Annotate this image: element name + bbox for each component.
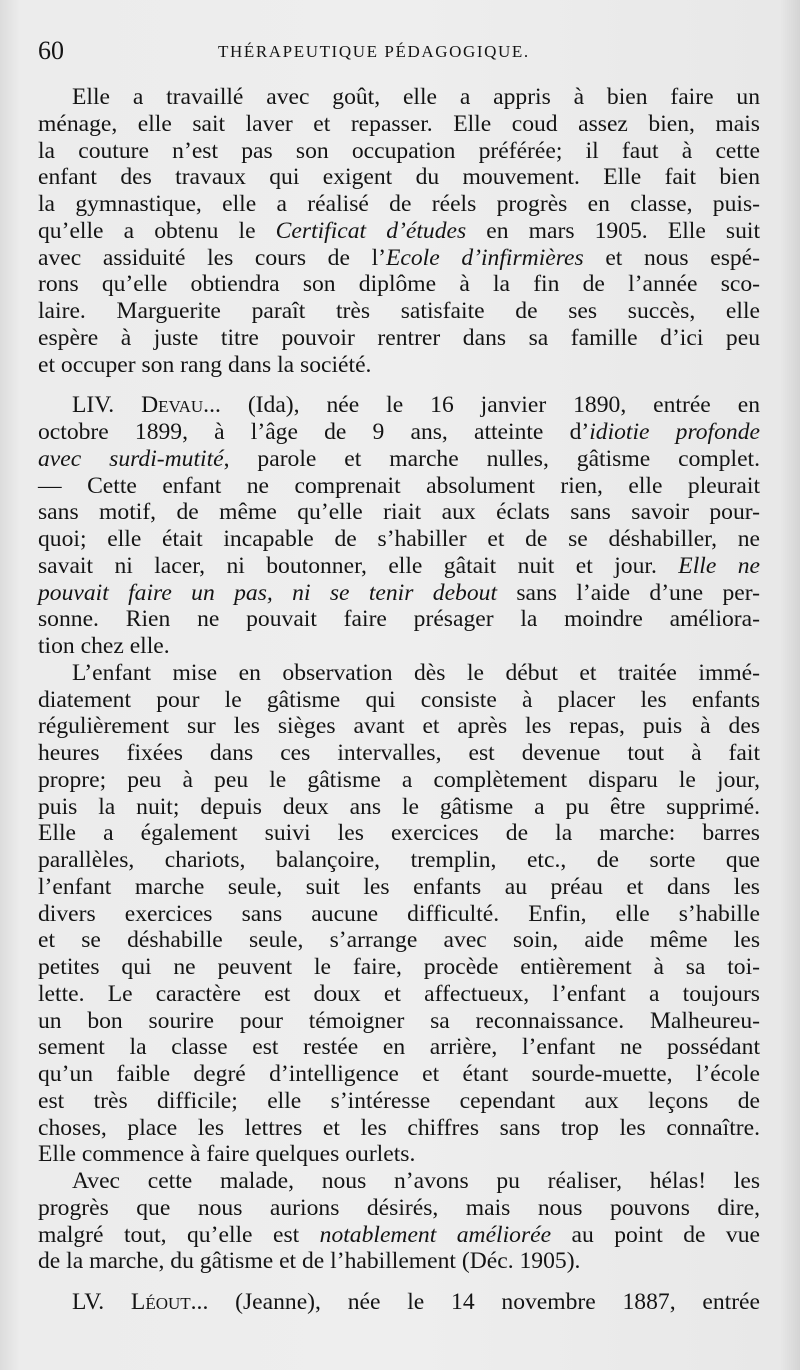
paragraph-gap: [38, 378, 760, 392]
paragraph-case-liv-conclusion: [38, 1168, 760, 1275]
text-line: espère à juste titre pouvoir rentrer dans sa famille d’ici peu: [38, 324, 760, 351]
text-line: quoi; elle était incapable de s’habiller et de se déshabiller, ne: [38, 526, 760, 552]
text-line: la gymnastique, elle a réalisé de réels progrès en classe, puis-: [38, 191, 760, 217]
text-line: la couture n’est pas son occupation préférée; il faut à cette: [38, 137, 760, 164]
text-line: choses, place les lettres et les chiffres sans trop les connaître.: [38, 1114, 760, 1141]
text-line: de la marche, du gâtisme et de l’habillement (Déc. 1905).: [38, 1248, 581, 1275]
text-line: l’enfant marche seule, suit les enfants au préau et dans les: [38, 873, 760, 900]
text-line: propre; peu à peu le gâtisme a complètement disparu le jour,: [38, 766, 760, 793]
text-line: pouvait faire un pas, ni se tenir debout sans l’aide d’une per-: [38, 579, 760, 606]
text-line: régulièrement sur les sièges avant et après les repas, puis à des: [38, 713, 760, 740]
text-line: progrès que nous aurions désirés, mais nous pouvons dire,: [38, 1194, 760, 1221]
text-line: petites qui ne peuvent le faire, procède entièrement à sa toi-: [38, 954, 760, 980]
paragraph-case-liv-intro: [38, 378, 760, 660]
text-line: Elle a travaillé avec goût, elle a appris à bien faire un: [72, 84, 760, 110]
text-line: sement la classe est restée en arrière, l’enfant ne possédant: [38, 1034, 760, 1061]
page-header: [38, 36, 762, 72]
text-line: L’enfant mise en observation dès le début et traitée immé-: [72, 659, 760, 686]
text-line: heures fixées dans ces intervalles, est devenue tout à fait: [38, 740, 760, 766]
paragraph-marguerite-progress: [38, 84, 760, 378]
text-line: un bon sourire pour témoigner sa reconnaissance. Malheureu-: [38, 1007, 760, 1034]
italic-phrase: Elle ne: [678, 552, 760, 579]
italic-phrase: idiotie profonde: [589, 419, 760, 445]
text-line: sonne. Rien ne pouvait faire présager la moindre améliora-: [38, 606, 760, 633]
patient-surname: Devau...: [141, 392, 221, 419]
text-line: avec assiduité les cours de l’Ecole d’infirmières et nous espé-: [38, 244, 760, 271]
text-line: divers exercices sans aucune difficulté. Enfin, elle s’habille: [38, 900, 760, 927]
text-line: laire. Marguerite paraît très satisfaite de ses succès, elle: [38, 298, 760, 324]
text-line: octobre 1899, à l’âge de 9 ans, atteinte d’idiotie profonde: [38, 419, 760, 445]
italic-phrase: pouvait faire un pas, ni se tenir debout: [38, 579, 497, 606]
patient-surname: Léout...: [130, 1289, 209, 1315]
text-line: et occuper son rang dans la société.: [38, 351, 372, 378]
text-line: puis la nuit; depuis deux ans le gâtisme a pu être supprimé.: [38, 793, 760, 820]
text-line: — Cette enfant ne comprenait absolument rien, elle pleurait: [38, 472, 760, 499]
text-line: LIV. Devau... (Ida), née le 16 janvier 1890, entrée en: [72, 392, 760, 419]
text-line: tion chez elle.: [38, 633, 170, 659]
text-line: qu’un faible degré d’intelligence et étant sourde-muette, l’école: [38, 1061, 760, 1087]
paragraph-case-lv-intro: [38, 1275, 760, 1316]
text-line: malgré tout, qu’elle est notablement améliorée au point de vue: [38, 1221, 760, 1248]
paragraph-case-liv-treatment: [38, 660, 760, 1168]
text-line: lette. Le caractère est doux et affectueux, l’enfant a toujours: [38, 980, 760, 1007]
page-body: [38, 84, 760, 1316]
text-line: savait ni lacer, ni boutonner, elle gâtait nuit et jour. Elle ne: [38, 552, 760, 579]
italic-phrase: avec surdi-mutité: [38, 445, 224, 472]
italic-phrase: notablement améliorée: [319, 1221, 552, 1248]
italic-phrase: Certificat d’études: [275, 217, 467, 244]
text-line: Elle commence à faire quelques ourlets.: [38, 1141, 416, 1168]
paragraph-gap: [38, 1275, 760, 1289]
text-line: parallèles, chariots, balançoire, tremplin, etc., de sorte que: [38, 847, 760, 873]
text-line: sans motif, de même qu’elle riait aux éclats sans savoir pour-: [38, 499, 760, 526]
text-line: Avec cette malade, nous n’avons pu réaliser, hélas! les: [72, 1168, 760, 1194]
text-line: Elle a également suivi les exercices de la marche: barres: [38, 820, 760, 847]
text-line: rons qu’elle obtiendra son diplôme à la fin de l’année sco-: [38, 271, 760, 298]
text-line: enfant des travaux qui exigent du mouvement. Elle fait bien: [38, 164, 760, 191]
text-line: diatement pour le gâtisme qui consiste à placer les enfants: [38, 686, 760, 713]
italic-phrase: Ecole d’infirmières: [386, 244, 584, 271]
text-line: et se déshabille seule, s’arrange avec soin, aide même les: [38, 927, 760, 954]
page-number: 60: [38, 36, 64, 65]
text-line: ménage, elle sait laver et repasser. Elle coud assez bien, mais: [38, 110, 760, 137]
running-title: THÉRAPEUTIQUE PÉDAGOGIQUE.: [218, 42, 530, 61]
text-line: qu’elle a obtenu le Certificat d’études en mars 1905. Elle suit: [38, 217, 761, 244]
text-line: est très difficile; elle s’intéresse cependant aux leçons de: [38, 1087, 760, 1114]
text-line: avec surdi-mutité, parole et marche nulles, gâtisme complet.: [38, 445, 760, 472]
text-line: LV. Léout... (Jeanne), née le 14 novembre 1887, entrée: [72, 1289, 760, 1315]
